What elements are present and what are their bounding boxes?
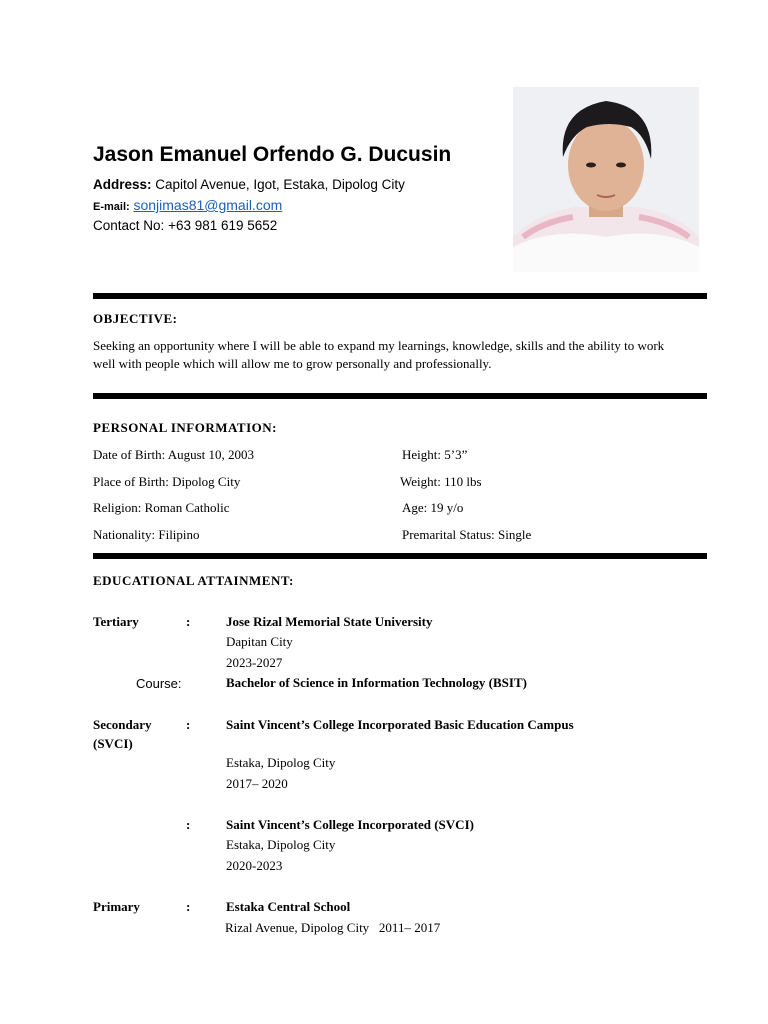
course-label: Course: [136, 676, 182, 691]
weight: Weight: 110 lbs [400, 474, 482, 489]
divider-1 [93, 293, 707, 299]
email-link[interactable]: sonjimas81@gmail.com [133, 197, 283, 213]
secondary-years: 2017– 2020 [226, 776, 288, 791]
contact-label: Contact No: [93, 218, 165, 233]
place-of-birth: Place of Birth: Dipolog City [93, 474, 241, 489]
divider-2 [93, 393, 707, 399]
senior-school: Saint Vincent’s College Incorporated (SVCI) [226, 817, 474, 832]
tertiary-school: Jose Rizal Memorial State University [226, 614, 433, 629]
premarital-status: Premarital Status: Single [402, 527, 532, 542]
tertiary-label: Tertiary [93, 614, 139, 629]
email-label: E-mail: [93, 201, 130, 213]
contact-value: +63 981 619 5652 [168, 218, 278, 233]
address-label: Address: [93, 177, 152, 192]
religion: Religion: Roman Catholic [93, 500, 230, 515]
senior-location: Estaka, Dipolog City [226, 837, 336, 852]
profile-photo [513, 87, 699, 272]
primary-location-years: Rizal Avenue, Dipolog City 2011– 2017 [225, 920, 441, 935]
tertiary-years: 2023-2027 [226, 655, 283, 670]
email-line [93, 197, 282, 213]
primary-colon: : [186, 899, 191, 914]
height: Height: 5’3” [402, 447, 468, 462]
primary-school: Estaka Central School [226, 899, 351, 914]
age: Age: 19 y/o [402, 500, 464, 515]
secondary-label-abbrev: (SVCI) [93, 736, 133, 751]
senior-colon: : [186, 817, 191, 832]
secondary-colon: : [186, 717, 191, 732]
personal-info-heading: PERSONAL INFORMATION: [93, 420, 277, 435]
objective-text: Seeking an opportunity where I will be able to expand my learnings, knowledge, skills and the ability to work well with people which will allow me to grow personally and professionally. [93, 338, 665, 371]
tertiary-location: Dapitan City [226, 634, 293, 649]
course-value: Bachelor of Science in Information Technology (BSIT) [226, 675, 527, 690]
secondary-school: Saint Vincent’s College Incorporated Basic Education Campus [226, 717, 574, 732]
nationality: Nationality: Filipino [93, 527, 200, 542]
date-of-birth: Date of Birth: August 10, 2003 [93, 447, 255, 462]
secondary-location: Estaka, Dipolog City [226, 755, 336, 770]
address-line [93, 177, 405, 192]
senior-years: 2020-2023 [226, 858, 283, 873]
objective-heading: OBJECTIVE: [93, 311, 178, 326]
secondary-label: Secondary [93, 717, 152, 732]
tertiary-colon: : [186, 614, 191, 629]
education-heading: EDUCATIONAL ATTAINMENT: [93, 573, 294, 588]
resume-name: Jason Emanuel Orfendo G. Ducusin [93, 143, 452, 166]
primary-label: Primary [93, 899, 140, 914]
contact-line [93, 218, 277, 233]
address-value: Capitol Avenue, Igot, Estaka, Dipolog City [155, 177, 405, 192]
divider-3 [93, 553, 707, 559]
